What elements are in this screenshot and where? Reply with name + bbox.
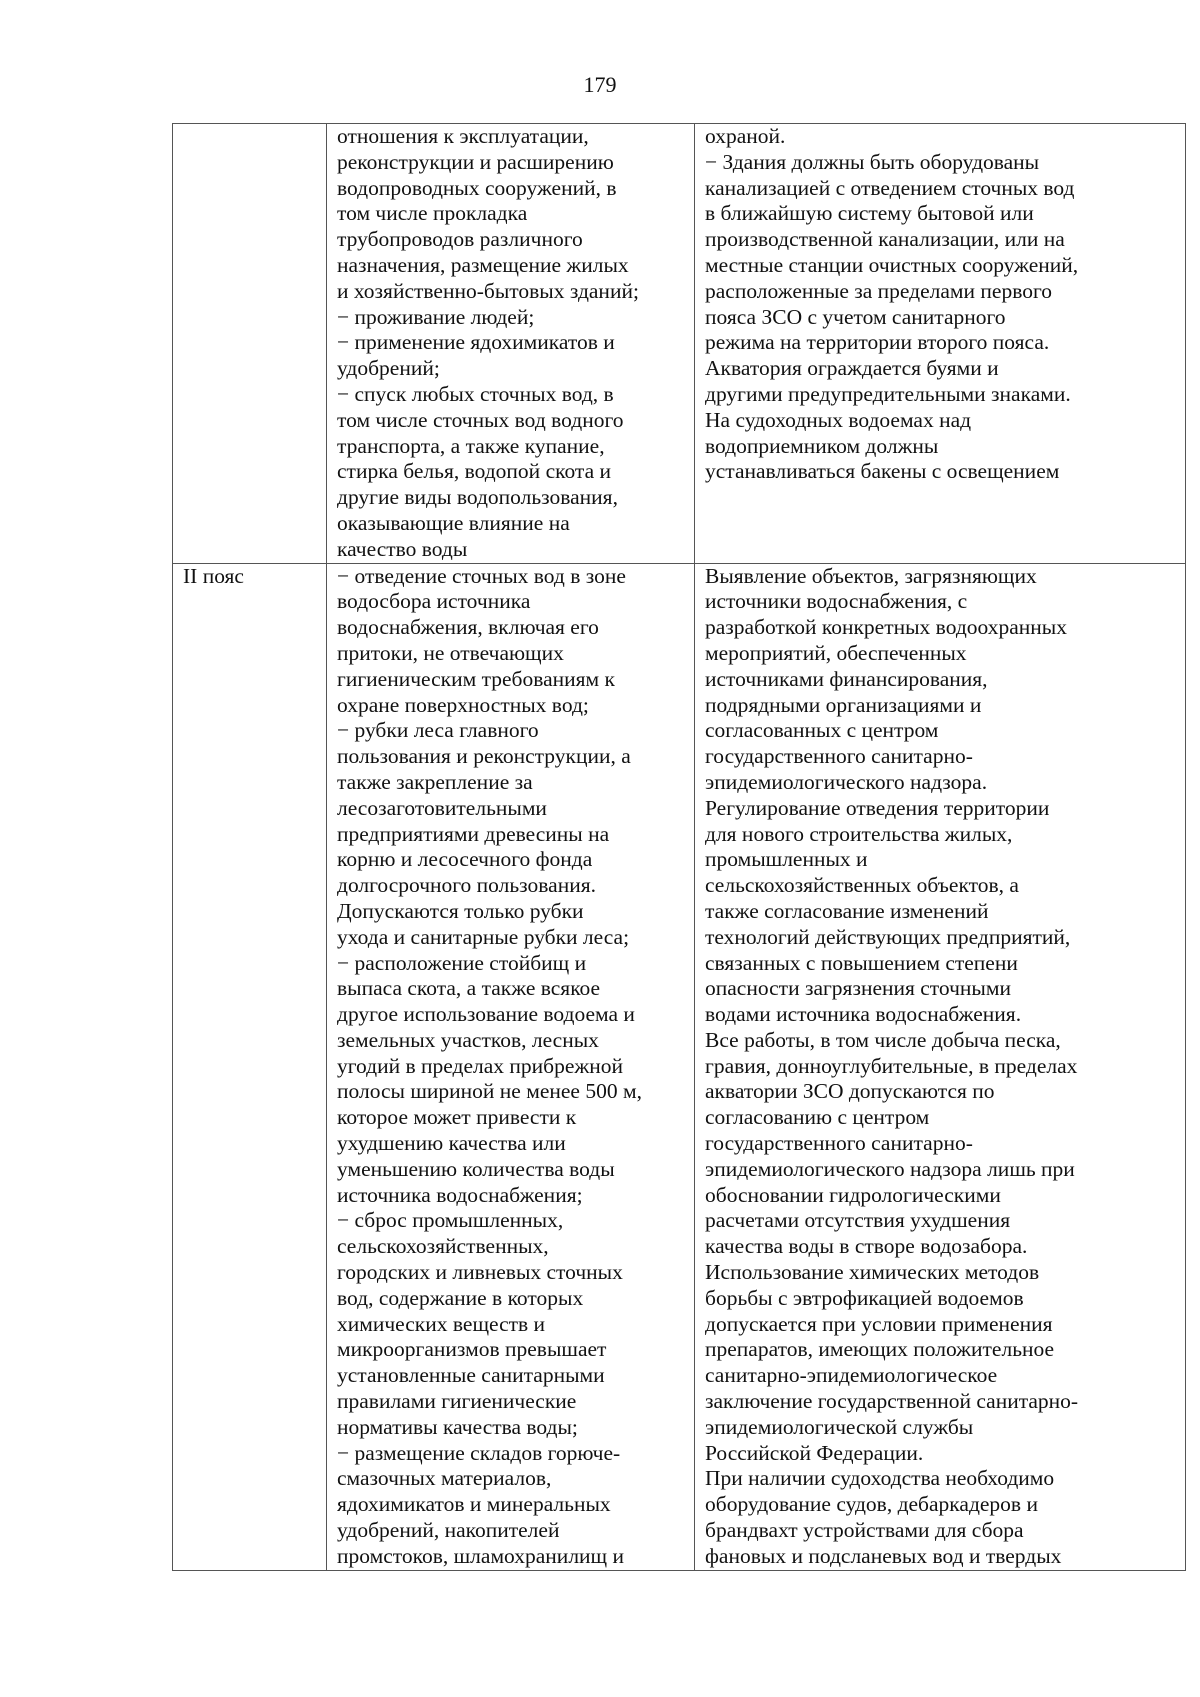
text-line: Выявление объектов, загрязняющих xyxy=(705,563,1037,588)
text-line: и хозяйственно-бытовых зданий; xyxy=(337,278,639,303)
text-line: производственной канализации, или на xyxy=(705,227,1065,252)
text-line: земельных участков, лесных xyxy=(337,1027,599,1052)
text-line: микроорганизмов превышает xyxy=(337,1337,607,1362)
text-line: трубопроводов различного xyxy=(337,227,583,252)
text-line: Допускаются только рубки xyxy=(337,898,584,923)
text-line: для нового строительства жилых, xyxy=(705,821,1013,846)
sanitary-zones-table xyxy=(172,123,1186,1571)
text-line: акватории ЗСО допускаются по xyxy=(705,1079,995,1104)
text-line: опасности загрязнения сточными xyxy=(705,976,1011,1001)
text-line: вод, содержание в которых xyxy=(337,1285,584,1310)
text-line: оборудование судов, дебаркадеров и xyxy=(705,1492,1038,1517)
text-line: − отведение сточных вод в зоне xyxy=(337,563,626,588)
text-line: связанных с повышением степени xyxy=(705,950,1018,975)
text-line: городских и ливневых сточных xyxy=(337,1260,623,1285)
text-line: водоприемником должны xyxy=(705,433,939,458)
text-line: согласованных с центром xyxy=(705,718,939,743)
text-line: расположенные за пределами первого xyxy=(705,278,1052,303)
text-line: расчетами отсутствия ухудшения xyxy=(705,1208,1011,1233)
text-line: ядохимикатов и минеральных xyxy=(337,1492,611,1517)
text-line: На судоходных водоемах над xyxy=(705,407,972,432)
measures-cell xyxy=(695,563,1186,1570)
text-line: технологий действующих предприятий, xyxy=(705,924,1071,949)
text-line: гравия, донноуглубительные, в пределах xyxy=(705,1053,1078,1078)
text-line: препаратов, имеющих положительное xyxy=(705,1337,1055,1362)
text-line: брандвахт устройствами для сбора xyxy=(705,1518,1024,1543)
text-line: канализацией с отведением сточных вод xyxy=(705,175,1075,200)
text-line: государственного санитарно- xyxy=(705,1131,973,1156)
text-line: − проживание людей; xyxy=(337,304,535,329)
text-line: стирка белья, водопой скота и xyxy=(337,459,612,484)
text-line: допускается при условии применения xyxy=(705,1311,1053,1336)
text-line: полосы шириной не менее 500 м, xyxy=(337,1079,642,1104)
text-line: сельскохозяйственных, xyxy=(337,1234,549,1259)
text-line: корню и лесосечного фонда xyxy=(337,847,593,872)
page-number: 179 xyxy=(583,72,617,97)
text-line: сельскохозяйственных объектов, а xyxy=(705,873,1019,898)
text-line: нормативы качества воды; xyxy=(337,1414,578,1439)
text-line: − расположение стойбищ и xyxy=(337,950,587,975)
text-line: качество воды xyxy=(337,536,468,561)
restrictions-cell xyxy=(327,563,695,1570)
text-line: также согласование изменений xyxy=(705,898,989,923)
table-row xyxy=(173,124,1186,564)
text-line: Российской Федерации. xyxy=(705,1440,924,1465)
text-line: притоки, не отвечающих xyxy=(337,640,564,665)
text-line: назначения, размещение жилых xyxy=(337,252,629,277)
text-line: заключение государственной санитарно- xyxy=(705,1389,1079,1414)
text-line: другое использование водоема и xyxy=(337,1002,635,1027)
table-body xyxy=(173,124,1186,1571)
text-line: источниками финансирования, xyxy=(705,666,988,691)
text-line: ухода и санитарные рубки леса; xyxy=(337,924,630,949)
text-line: Использование химических методов xyxy=(705,1260,1040,1285)
text-line: охране поверхностных вод; xyxy=(337,692,589,717)
text-line: Все работы, в том числе добыча песка, xyxy=(705,1027,1061,1052)
text-line: удобрений; xyxy=(337,356,440,381)
text-line: обосновании гидрологическими xyxy=(705,1182,1001,1207)
text-line: эпидемиологического надзора. xyxy=(705,769,988,794)
text-line: том числе сточных вод водного xyxy=(337,407,624,432)
text-line: пользования и реконструкции, а xyxy=(337,744,631,769)
text-line: качества воды в створе водозабора. xyxy=(705,1234,1028,1259)
text-line: водосбора источника xyxy=(337,589,531,614)
text-line: гигиеническим требованиям к xyxy=(337,666,615,691)
text-line: − рубки леса главного xyxy=(337,718,539,743)
table-row xyxy=(173,563,1186,1570)
text-line: разработкой конкретных водоохранных xyxy=(705,615,1067,640)
text-line: том числе прокладка xyxy=(337,201,528,226)
text-line: источника водоснабжения; xyxy=(337,1182,583,1207)
zone-label: II пояс xyxy=(183,563,244,588)
text-line: транспорта, а также купание, xyxy=(337,433,605,458)
text-line: отношения к эксплуатации, xyxy=(337,124,589,148)
text-line: пояса ЗСО с учетом санитарного xyxy=(705,304,1006,329)
text-line: устанавливаться бакены с освещением xyxy=(705,459,1060,484)
text-line: − размещение складов горюче- xyxy=(337,1440,621,1465)
text-line: − применение ядохимикатов и xyxy=(337,330,615,355)
text-line: промышленных и xyxy=(705,847,868,872)
text-line: − спуск любых сточных вод, в xyxy=(337,381,614,406)
text-line: мероприятий, обеспеченных xyxy=(705,640,967,665)
text-line: лесозаготовительными xyxy=(337,795,547,820)
text-line: режима на территории второго пояса. xyxy=(705,330,1050,355)
text-line: промстоков, шламохранилищ и xyxy=(337,1543,624,1568)
zone-cell xyxy=(173,563,327,1570)
text-line: охраной. xyxy=(705,124,786,148)
text-line: Регулирование отведения территории xyxy=(705,795,1050,820)
text-line: водами источника водоснабжения. xyxy=(705,1002,1022,1027)
text-line: ухудшению качества или xyxy=(337,1131,566,1156)
text-line: борьбы с эвтрофикацией водоемов xyxy=(705,1285,1024,1310)
text-line: другие виды водопользования, xyxy=(337,485,618,510)
text-line: установленные санитарными xyxy=(337,1363,605,1388)
zone-cell xyxy=(173,124,327,564)
text-line: местные станции очистных сооружений, xyxy=(705,252,1079,277)
text-line: уменьшению количества воды xyxy=(337,1156,615,1181)
text-line: источники водоснабжения, с xyxy=(705,589,968,614)
text-line: смазочных материалов, xyxy=(337,1466,552,1491)
text-line: При наличии судоходства необходимо xyxy=(705,1466,1055,1491)
text-line: правилами гигиенические xyxy=(337,1389,577,1414)
text-line: согласованию с центром xyxy=(705,1105,930,1130)
text-line: реконструкции и расширению xyxy=(337,149,614,174)
text-line: другими предупредительными знаками. xyxy=(705,381,1071,406)
text-line: оказывающие влияние на xyxy=(337,510,570,535)
text-line: водоснабжения, включая его xyxy=(337,615,599,640)
text-line: долгосрочного пользования. xyxy=(337,873,596,898)
text-line: удобрений, накопителей xyxy=(337,1518,560,1543)
text-line: − сброс промышленных, xyxy=(337,1208,564,1233)
text-line: выпаса скота, а также всякое xyxy=(337,976,601,1001)
text-line: государственного санитарно- xyxy=(705,744,973,769)
text-line: Акватория ограждается буями и xyxy=(705,356,999,381)
text-line: угодий в пределах прибрежной xyxy=(337,1053,624,1078)
restrictions-cell xyxy=(327,124,695,564)
text-line: санитарно-эпидемиологическое xyxy=(705,1363,998,1388)
text-line: эпидемиологической службы xyxy=(705,1414,974,1439)
text-line: − Здания должны быть оборудованы xyxy=(705,149,1040,174)
measures-cell xyxy=(695,124,1186,564)
text-line: подрядными организациями и xyxy=(705,692,982,717)
text-line: химических веществ и xyxy=(337,1311,546,1336)
text-line: водопроводных сооружений, в xyxy=(337,175,617,200)
text-line: эпидемиологического надзора лишь при xyxy=(705,1156,1075,1181)
text-line: также закрепление за xyxy=(337,769,533,794)
text-line: в ближайшую систему бытовой или xyxy=(705,201,1034,226)
text-line: которое может привести к xyxy=(337,1105,577,1130)
text-line: фановых и подсланевых вод и твердых xyxy=(705,1543,1062,1568)
text-line: предприятиями древесины на xyxy=(337,821,610,846)
